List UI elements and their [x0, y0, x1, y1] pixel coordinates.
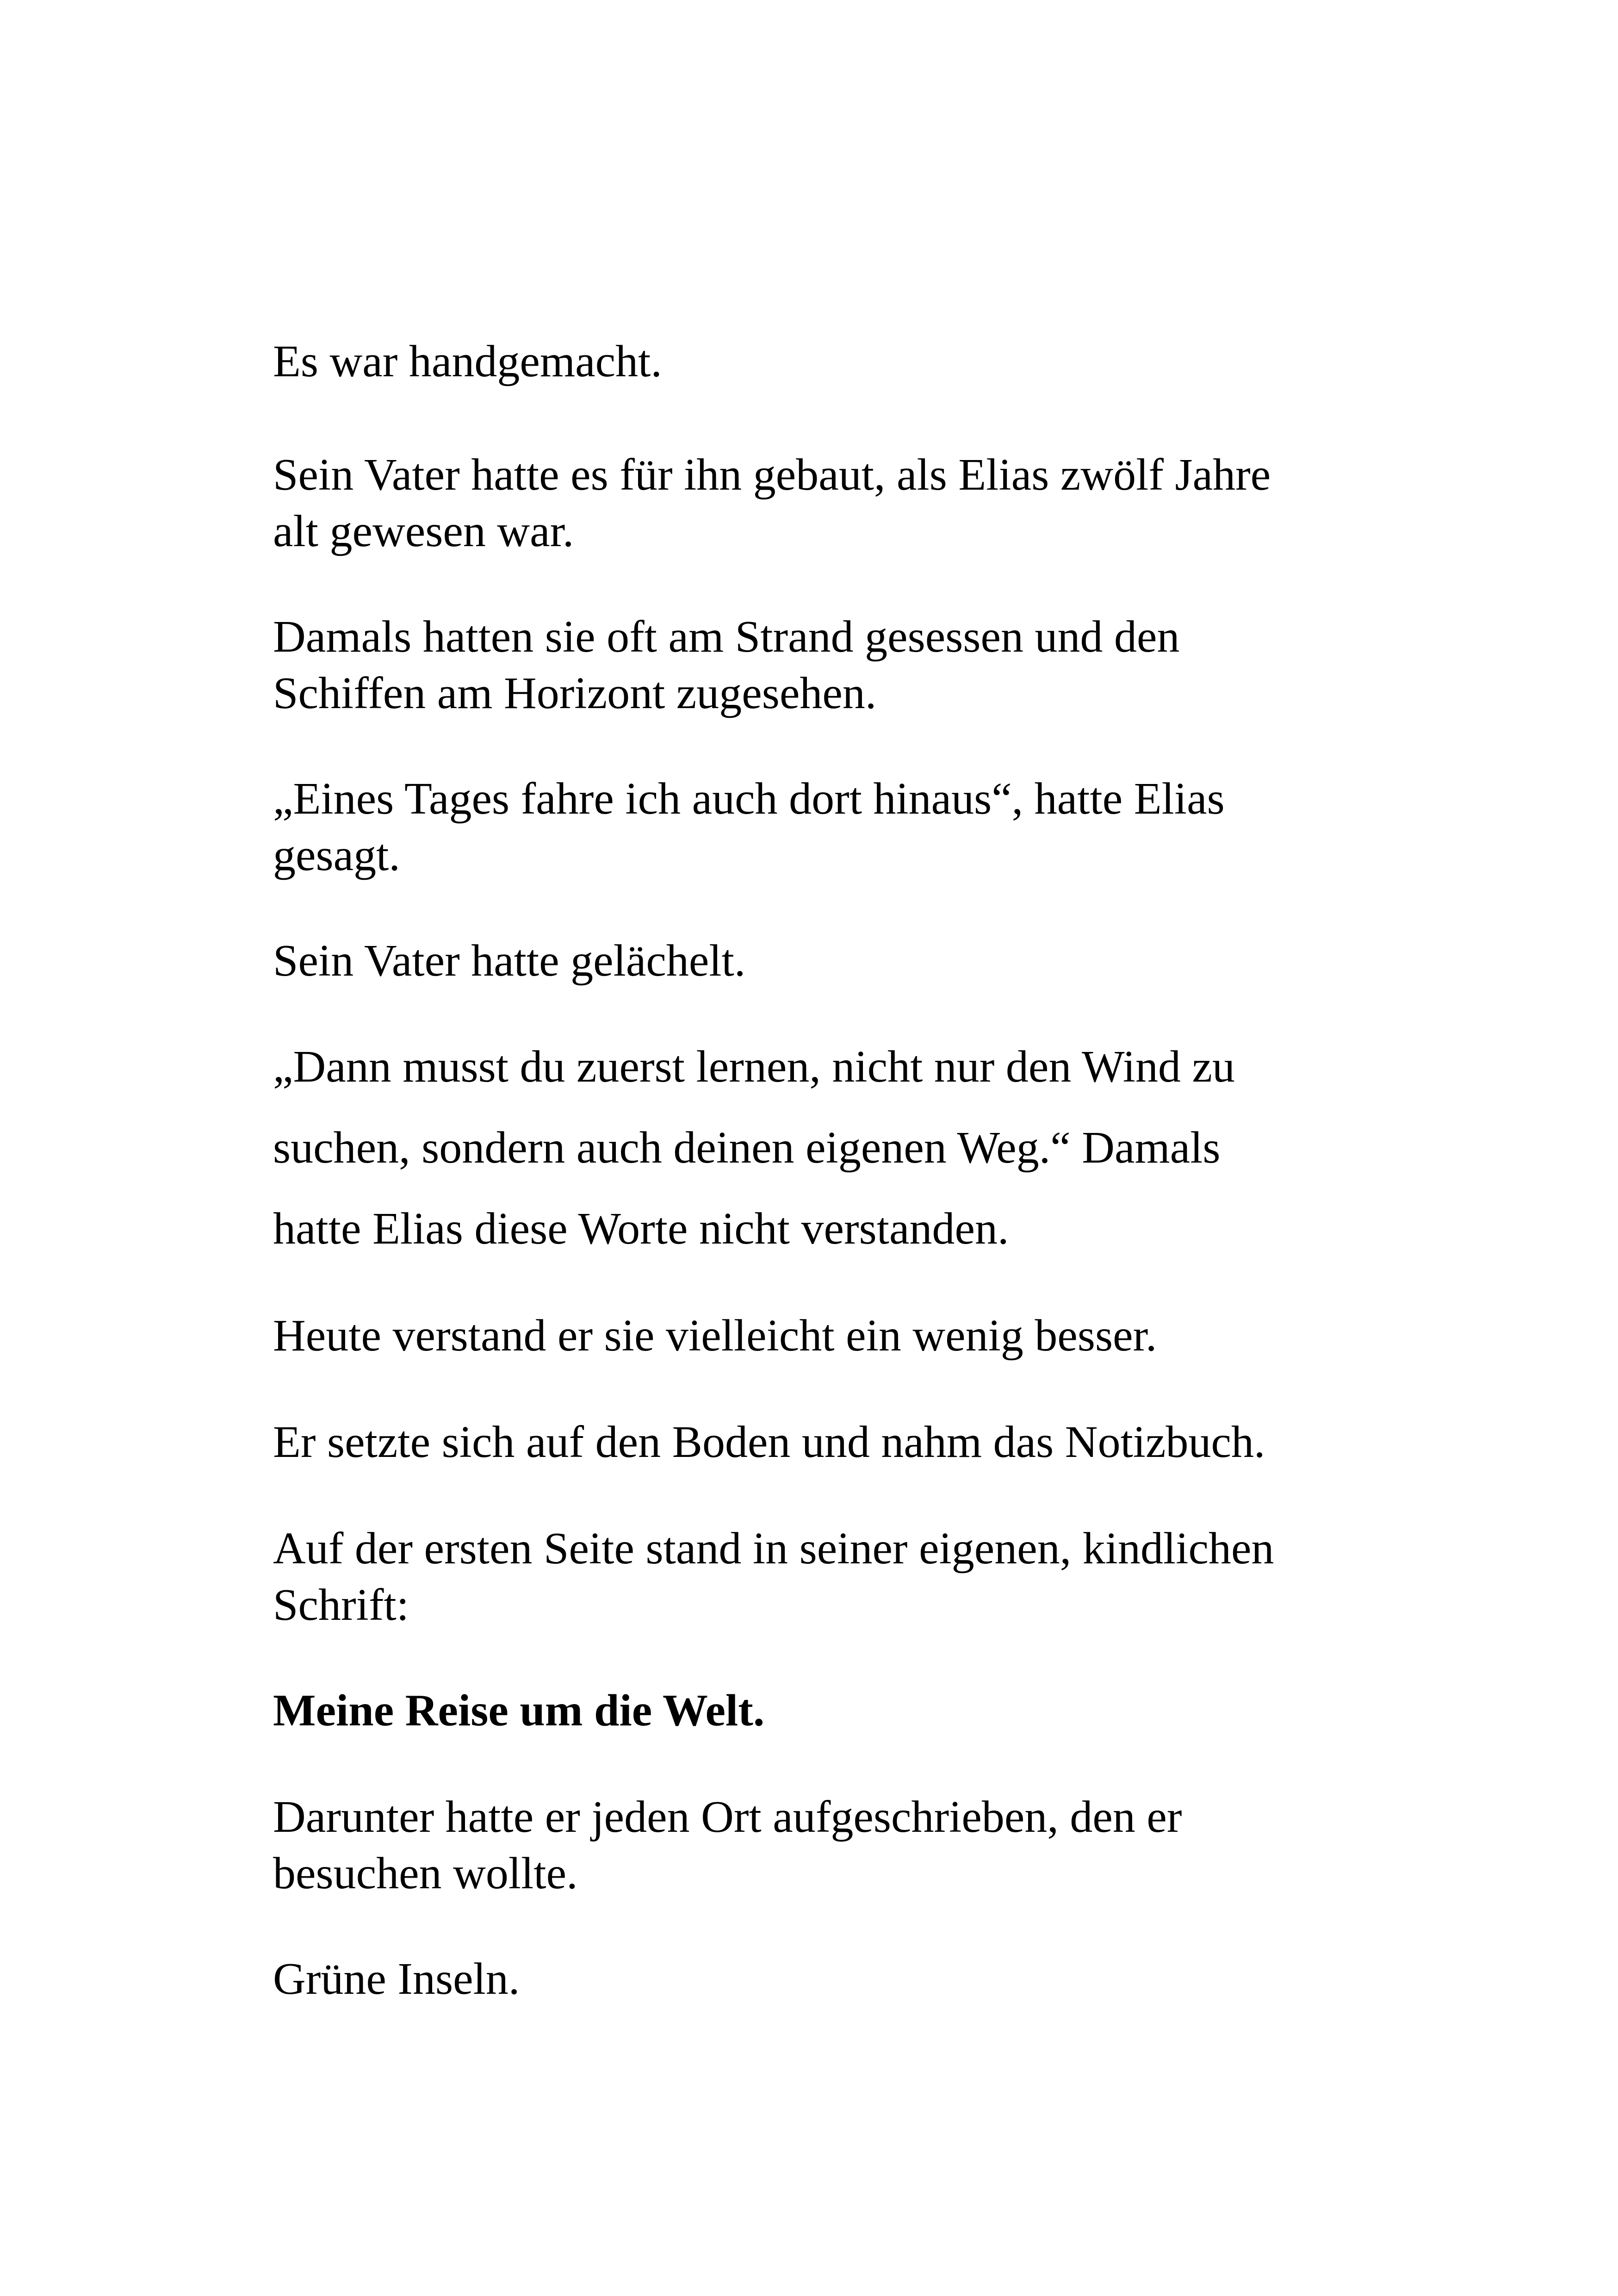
- paragraph-12: Grüne Inseln.: [273, 1954, 520, 2004]
- paragraph-6: „Dann musst du zuerst lernen, nicht nur den Wind zu suchen, sondern auch deinen eigenen Weg.“ Damals hatte Elias diese Worte nicht verstanden.: [273, 1042, 1235, 1254]
- paragraph-8: Er setzte sich auf den Boden und nahm das Notizbuch.: [273, 1417, 1265, 1467]
- paragraph-9: Auf der ersten Seite stand in seiner eigenen, kindlichen Schrift:: [273, 1524, 1274, 1630]
- paragraph-7: Heute verstand er sie vielleicht ein wenig besser.: [273, 1311, 1157, 1361]
- paragraph-5: Sein Vater hatte gelächelt.: [273, 936, 746, 986]
- paragraph-3: Damals hatten sie oft am Strand gesessen und den Schiffen am Horizont zugesehen.: [273, 612, 1180, 718]
- notebook-title: Meine Reise um die Welt.: [273, 1686, 765, 1736]
- paragraph-1: Es war handgemacht.: [273, 336, 662, 386]
- paragraph-4: „Eines Tages fahre ich auch dort hinaus“, hatte Elias gesagt.: [273, 774, 1225, 880]
- paragraph-2: Sein Vater hatte es für ihn gebaut, als Elias zwölf Jahre alt gewesen war.: [273, 450, 1271, 556]
- paragraph-11: Darunter hatte er jeden Ort aufgeschrieben, den er besuchen wollte.: [273, 1792, 1182, 1898]
